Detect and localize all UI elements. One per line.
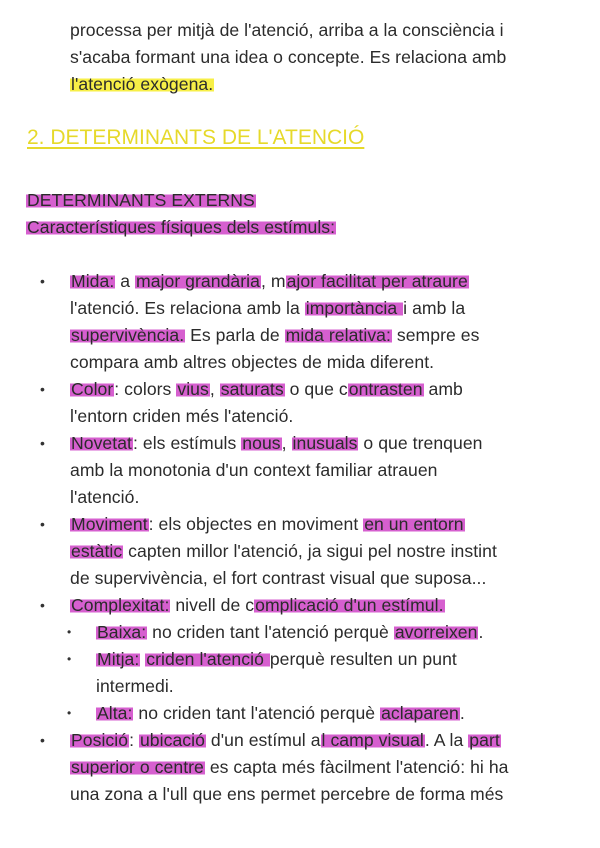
text: a [115,271,135,291]
text: Es parla de [185,325,285,345]
novetat-term: Novetat [71,433,132,453]
bullet-color: • [40,381,45,397]
complexitat-term: Complexitat: [71,595,170,615]
subheading [26,187,256,213]
highlight: mida relativa: [285,325,391,345]
highlight: importància [305,298,403,318]
highlight: major grandària [136,271,260,291]
text: : colors [114,379,177,399]
text: es capta més fàcilment l'atenció: hi ha [204,757,509,777]
bullet-complexitat: • [40,597,45,613]
baixa-line [96,619,483,645]
bullet-posicio: • [40,732,45,748]
text: : els estímuls [132,433,242,453]
highlight: ubicació [139,730,205,750]
posicio-term: Posició [71,730,129,750]
novetat-line-1 [70,430,483,456]
highlight: inusuals [292,433,358,453]
bullet-novetat: • [40,435,45,451]
highlight: superior o centre [71,757,204,777]
text: perquè resulten un punt [269,649,457,669]
highlight: nous [242,433,281,453]
color-line-2: l'entorn criden més l'atenció. [70,406,294,426]
text: , m [260,271,286,291]
bullet-mida: • [40,273,45,289]
bullet-mitja: • [67,652,72,666]
subtitle [26,214,336,240]
text: : els objectes en moviment [148,514,364,534]
moviment-term: Moviment [71,514,148,534]
highlight: omplicació d'un estímul. [255,595,444,615]
alta-line [96,700,465,726]
highlight: ontrasten [348,379,423,399]
mida-line-1 [70,268,469,294]
highlight: estàtic [71,541,123,561]
text: , [209,379,220,399]
novetat-line-2: amb la monotonia d'un context familiar atrauen [70,460,438,480]
highlight: part [469,730,500,750]
highlight: avorreixen [394,622,478,642]
text: no criden tant l'atenció perquè [133,703,381,723]
text: sempre es [391,325,480,345]
mida-line-3 [70,322,479,348]
posicio-line-2 [70,754,509,780]
color-line-1 [70,376,463,402]
mida-term: Mida: [71,271,115,291]
text: o que c [284,379,348,399]
text: . [459,703,465,723]
alta-term: Alta: [97,703,133,723]
highlight: l camp visual [321,730,424,750]
text: no criden tant l'atenció perquè [147,622,394,642]
intro-line-3 [70,71,214,97]
text: d'un estímul a [205,730,321,750]
text: : [129,730,139,750]
highlight: en un entorn [364,514,464,534]
bullet-moviment: • [40,516,45,532]
highlight: criden l'atenció [146,649,269,669]
text: l'atenció. Es relaciona amb la [70,298,305,318]
mitja-term: Mitja: [97,649,140,669]
color-term: Color [71,379,114,399]
highlight-yellow: l'atenció exògena. [71,74,214,94]
highlight: saturats [220,379,284,399]
bullet-baixa: • [67,625,72,639]
moviment-line-1 [70,511,465,537]
moviment-line-2 [70,538,497,564]
text: i amb la [403,298,466,318]
bullet-alta: • [67,706,72,720]
intro-line-2: s'acaba formant una idea o concepte. Es relaciona amb [70,47,507,67]
highlight: ajor facilitat per atraure [286,271,468,291]
text: . A la [424,730,469,750]
complexitat-line-1 [70,592,445,618]
baixa-term: Baixa: [97,622,147,642]
section-heading: 2. DETERMINANTS DE L'ATENCIÓ [27,126,365,149]
intro-line-1: processa per mitjà de l'atenció, arriba a la consciència i [70,20,504,40]
text: capten millor l'atenció, ja sigui pel nostre instint [123,541,497,561]
highlight: vius [177,379,209,399]
mitja-line-1 [96,646,457,672]
highlight: aclaparen [381,703,459,723]
moviment-line-3: de supervivència, el fort contrast visual que suposa... [70,568,487,588]
novetat-line-3: l'atenció. [70,487,140,507]
posicio-line-3: una zona a l'ull que ens permet percebre de forma més [70,784,504,804]
subheading-text: DETERMINANTS EXTERNS [27,190,255,210]
mitja-line-2: intermedi. [96,676,174,696]
text: o que trenquen [358,433,483,453]
text: . [478,622,484,642]
text: nivell de c [170,595,255,615]
mida-line-2 [70,295,465,321]
text: , [281,433,292,453]
mida-line-4: compara amb altres objectes de mida diferent. [70,352,435,372]
subtitle-text: Característiques físiques dels estímuls: [27,217,336,237]
highlight: supervivència. [71,325,185,345]
text: amb [423,379,463,399]
posicio-line-1 [70,727,501,753]
